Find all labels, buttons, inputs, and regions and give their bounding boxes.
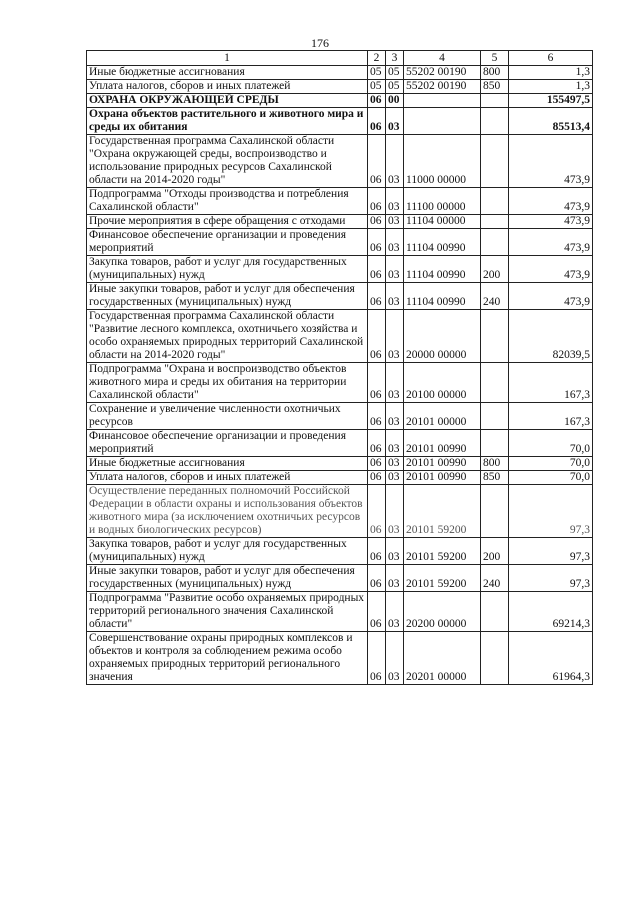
row-name-cell: Финансовое обеспечение организации и проведения мероприятий	[87, 229, 368, 256]
row-amount-cell: 473,9	[509, 135, 593, 188]
row-name-cell: Иные бюджетные ассигнования	[87, 457, 368, 471]
table-row	[87, 283, 593, 310]
row-expense-type-cell: 850	[481, 80, 509, 94]
row-subsection-cell: 03	[386, 471, 404, 485]
row-section-cell: 06	[368, 94, 386, 108]
table-row	[87, 229, 593, 256]
row-section-cell: 06	[368, 457, 386, 471]
row-name-cell: Подпрограмма "Отходы производства и потребления Сахалинской области"	[87, 188, 368, 215]
row-subsection-cell: 03	[386, 283, 404, 310]
row-amount-cell: 97,3	[509, 565, 593, 592]
row-name-cell: Государственная программа Сахалинской области "Развитие лесного комплекса, охотничьего хозяйства и особо охраняемых природных территорий Сахалинской области на 2014-2020 годы"	[87, 310, 368, 363]
row-section-cell: 05	[368, 66, 386, 80]
row-name-cell: Закупка товаров, работ и услуг для государственных (муниципальных) нужд	[87, 538, 368, 565]
row-name-cell: Совершенствование охраны природных комплексов и объектов и контроля за соблюдением режима особо охраняемых природных территорий регионального значения	[87, 632, 368, 685]
table-row	[87, 363, 593, 403]
row-target-code-cell: 20101 00990	[404, 471, 481, 485]
col-header-section: 2	[368, 51, 386, 66]
row-target-code-cell: 20201 00000	[404, 632, 481, 685]
row-name-cell: Сохранение и увеличение численности охотничьих ресурсов	[87, 403, 368, 430]
row-target-code-cell: 20101 00990	[404, 430, 481, 457]
row-name-cell: Подпрограмма "Развитие особо охраняемых природных территорий регионального значения Сахалинской области"	[87, 592, 368, 632]
table-row	[87, 215, 593, 229]
row-target-code-cell: 20200 00000	[404, 592, 481, 632]
row-expense-type-cell	[481, 94, 509, 108]
row-amount-cell: 70,0	[509, 457, 593, 471]
row-section-cell: 06	[368, 215, 386, 229]
row-section-cell: 06	[368, 283, 386, 310]
row-target-code-cell: 20101 00990	[404, 457, 481, 471]
row-section-cell: 05	[368, 80, 386, 94]
row-name-cell: Закупка товаров, работ и услуг для государственных (муниципальных) нужд	[87, 256, 368, 283]
row-amount-cell: 1,3	[509, 80, 593, 94]
row-section-cell: 06	[368, 135, 386, 188]
row-expense-type-cell: 200	[481, 256, 509, 283]
row-expense-type-cell	[481, 363, 509, 403]
table-row	[87, 457, 593, 471]
row-amount-cell: 97,3	[509, 485, 593, 538]
row-subsection-cell: 03	[386, 485, 404, 538]
row-expense-type-cell: 200	[481, 538, 509, 565]
row-section-cell: 06	[368, 108, 386, 135]
table-row	[87, 538, 593, 565]
row-section-cell: 06	[368, 485, 386, 538]
row-expense-type-cell	[481, 108, 509, 135]
row-expense-type-cell: 800	[481, 457, 509, 471]
col-header-expense-type: 5	[481, 51, 509, 66]
row-name-cell: Охрана объектов растительного и животного мира и среды их обитания	[87, 108, 368, 135]
col-header-subsection: 3	[386, 51, 404, 66]
row-name-cell: Прочие мероприятия в сфере обращения с отходами	[87, 215, 368, 229]
row-subsection-cell: 03	[386, 565, 404, 592]
row-target-code-cell: 20000 00000	[404, 310, 481, 363]
row-expense-type-cell	[481, 592, 509, 632]
row-expense-type-cell	[481, 485, 509, 538]
row-section-cell: 06	[368, 310, 386, 363]
row-expense-type-cell: 850	[481, 471, 509, 485]
col-header-target-code: 4	[404, 51, 481, 66]
row-name-cell: Уплата налогов, сборов и иных платежей	[87, 80, 368, 94]
row-expense-type-cell	[481, 229, 509, 256]
table-row	[87, 66, 593, 80]
row-subsection-cell: 03	[386, 229, 404, 256]
row-subsection-cell: 00	[386, 94, 404, 108]
row-section-cell: 06	[368, 188, 386, 215]
row-expense-type-cell: 240	[481, 565, 509, 592]
row-name-cell: Иные закупки товаров, работ и услуг для обеспечения государственных (муниципальных) нужд	[87, 283, 368, 310]
row-target-code-cell	[404, 108, 481, 135]
row-section-cell: 06	[368, 430, 386, 457]
table-row	[87, 403, 593, 430]
table-row	[87, 188, 593, 215]
row-target-code-cell: 20100 00000	[404, 363, 481, 403]
row-name-cell: Уплата налогов, сборов и иных платежей	[87, 471, 368, 485]
row-expense-type-cell	[481, 430, 509, 457]
row-amount-cell: 85513,4	[509, 108, 593, 135]
row-subsection-cell: 03	[386, 430, 404, 457]
row-section-cell: 06	[368, 592, 386, 632]
row-subsection-cell: 03	[386, 135, 404, 188]
table-body	[87, 66, 593, 685]
row-section-cell: 06	[368, 229, 386, 256]
row-target-code-cell: 11104 00990	[404, 229, 481, 256]
table-row	[87, 430, 593, 457]
row-subsection-cell: 05	[386, 66, 404, 80]
budget-table	[86, 50, 593, 685]
row-amount-cell: 1,3	[509, 66, 593, 80]
row-name-cell: Государственная программа Сахалинской области "Охрана окружающей среды, воспроизводство и использование природных ресурсов Сахалинской области на 2014-2020 годы"	[87, 135, 368, 188]
row-subsection-cell: 03	[386, 457, 404, 471]
row-subsection-cell: 05	[386, 80, 404, 94]
table-row	[87, 471, 593, 485]
row-target-code-cell	[404, 94, 481, 108]
table-header-row	[87, 51, 593, 66]
row-section-cell: 06	[368, 565, 386, 592]
row-expense-type-cell: 240	[481, 283, 509, 310]
row-name-cell: Осуществление переданных полномочий Российской Федерации в области охраны и использования объектов животного мира (за исключением охотничьих ресурсов и водных биологических ресурсов)	[87, 485, 368, 538]
row-amount-cell: 473,9	[509, 283, 593, 310]
row-name-cell: Иные закупки товаров, работ и услуг для обеспечения государственных (муниципальных) нужд	[87, 565, 368, 592]
row-subsection-cell: 03	[386, 256, 404, 283]
row-amount-cell: 69214,3	[509, 592, 593, 632]
col-header-name: 1	[87, 51, 368, 66]
row-subsection-cell: 03	[386, 632, 404, 685]
row-amount-cell: 473,9	[509, 229, 593, 256]
row-section-cell: 06	[368, 632, 386, 685]
row-expense-type-cell	[481, 188, 509, 215]
row-amount-cell: 167,3	[509, 363, 593, 403]
row-subsection-cell: 03	[386, 310, 404, 363]
row-amount-cell: 473,9	[509, 188, 593, 215]
row-name-cell: Подпрограмма "Охрана и воспроизводство объектов животного мира и среды их обитания на территории Сахалинской области"	[87, 363, 368, 403]
row-amount-cell: 473,9	[509, 256, 593, 283]
row-name-cell: ОХРАНА ОКРУЖАЮЩЕЙ СРЕДЫ	[87, 94, 368, 108]
row-expense-type-cell	[481, 310, 509, 363]
table-row	[87, 256, 593, 283]
row-target-code-cell: 11100 00000	[404, 188, 481, 215]
row-expense-type-cell: 800	[481, 66, 509, 80]
row-subsection-cell: 03	[386, 592, 404, 632]
row-section-cell: 06	[368, 256, 386, 283]
row-target-code-cell: 20101 59200	[404, 485, 481, 538]
row-target-code-cell: 20101 59200	[404, 538, 481, 565]
row-name-cell: Финансовое обеспечение организации и проведения мероприятий	[87, 430, 368, 457]
page-number: 176	[311, 36, 329, 50]
table-row	[87, 80, 593, 94]
row-amount-cell: 97,3	[509, 538, 593, 565]
row-amount-cell: 155497,5	[509, 94, 593, 108]
table-row	[87, 592, 593, 632]
table-row	[87, 310, 593, 363]
row-amount-cell: 61964,3	[509, 632, 593, 685]
row-amount-cell: 473,9	[509, 215, 593, 229]
row-target-code-cell: 11104 00990	[404, 283, 481, 310]
row-expense-type-cell	[481, 215, 509, 229]
row-subsection-cell: 03	[386, 215, 404, 229]
row-subsection-cell: 03	[386, 403, 404, 430]
row-target-code-cell: 20101 00000	[404, 403, 481, 430]
row-expense-type-cell	[481, 632, 509, 685]
row-subsection-cell: 03	[386, 363, 404, 403]
row-section-cell: 06	[368, 363, 386, 403]
row-target-code-cell: 11104 00000	[404, 215, 481, 229]
row-target-code-cell: 11000 00000	[404, 135, 481, 188]
row-amount-cell: 70,0	[509, 430, 593, 457]
table-row	[87, 485, 593, 538]
row-target-code-cell: 11104 00990	[404, 256, 481, 283]
row-target-code-cell: 55202 00190	[404, 66, 481, 80]
row-target-code-cell: 55202 00190	[404, 80, 481, 94]
row-target-code-cell: 20101 59200	[404, 565, 481, 592]
row-subsection-cell: 03	[386, 108, 404, 135]
table-row	[87, 108, 593, 135]
table-row	[87, 94, 593, 108]
row-amount-cell: 70,0	[509, 471, 593, 485]
row-expense-type-cell	[481, 135, 509, 188]
row-amount-cell: 82039,5	[509, 310, 593, 363]
table-row	[87, 565, 593, 592]
row-name-cell: Иные бюджетные ассигнования	[87, 66, 368, 80]
col-header-amount: 6	[509, 51, 593, 66]
row-amount-cell: 167,3	[509, 403, 593, 430]
table-row	[87, 135, 593, 188]
row-subsection-cell: 03	[386, 538, 404, 565]
table-row	[87, 632, 593, 685]
row-section-cell: 06	[368, 471, 386, 485]
row-expense-type-cell	[481, 403, 509, 430]
row-subsection-cell: 03	[386, 188, 404, 215]
row-section-cell: 06	[368, 403, 386, 430]
row-section-cell: 06	[368, 538, 386, 565]
